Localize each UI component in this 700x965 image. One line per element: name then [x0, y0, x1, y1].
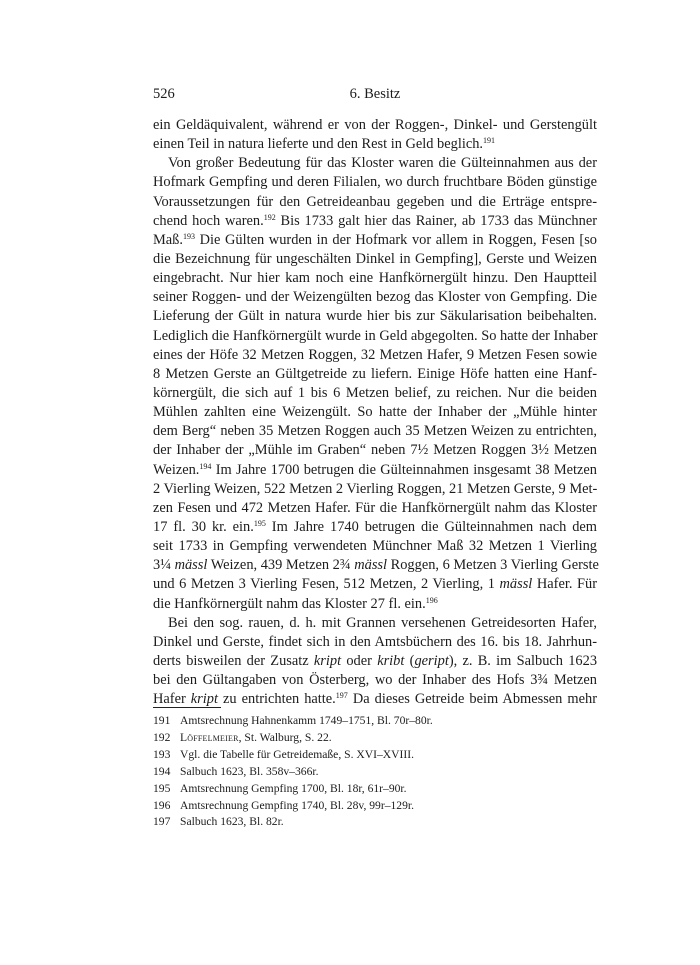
footnote-text: , St. Walburg, S. 22.	[238, 730, 332, 744]
footnote-ref[interactable]: 197	[335, 691, 348, 701]
footnote-ref[interactable]: 194	[199, 461, 212, 471]
text-line: 2 Vierling Weizen, 522 Metzen 2 Vierling Roggen, 21 Metzen Gerste, 9 Met-	[153, 480, 598, 497]
footnote-ref[interactable]: 193	[182, 231, 195, 241]
footnote-197	[153, 814, 597, 831]
main-text	[153, 116, 597, 709]
footnote-194	[153, 764, 597, 781]
text-line: die Hanfkörnergült nahm das Kloster 27 fl. ein.$^{196}$	[153, 595, 438, 612]
footnote-ref[interactable]: 195	[253, 518, 266, 528]
footnote-text: Salbuch 1623, Bl. 82r.	[180, 815, 284, 829]
text-line: Hafer kript zu entrichten hatte.$^{197}$ Da dieses Getreide beim Abmessen mehr	[153, 691, 597, 708]
footnote-number: 197	[153, 815, 171, 829]
footnote-text: Amtsrechnung Gempfing 1740, Bl. 28v, 99r–129r.	[180, 798, 414, 812]
paragraph-start: Bei den sog. rauen, d. h. mit Grannen versehenen Getreidesorten Hafer,	[168, 614, 597, 631]
footnote-195	[153, 781, 597, 798]
footnote-196	[153, 798, 597, 815]
footnote-number: 193	[153, 747, 171, 761]
footnote-number: 191	[153, 714, 171, 727]
text-line: chend hoch waren.$^{192}$ Bis 1733 galt hier das Rainer, ab 1733 das Münchner	[153, 212, 598, 229]
footnote-number: 196	[153, 798, 171, 812]
footnote-ref[interactable]: 196	[425, 595, 438, 605]
footnote-ref[interactable]: 191	[483, 136, 496, 146]
text-line: Dinkel und Gerste, findet sich in den Amtsbüchern des 16. bis 18. Jahrhun-	[153, 633, 597, 650]
footnote-ref[interactable]: 192	[263, 212, 276, 222]
footnote-divider	[153, 707, 221, 708]
footnote-number: 195	[153, 781, 171, 795]
text-line: eines der Höfe 32 Metzen Roggen, 32 Metzen Hafer, 9 Metzen Fesen sowie	[153, 346, 597, 363]
text-line: die Bezeichnung für ungeschälten Dinkel in Gempfing], Gerste und Weizen	[153, 250, 597, 267]
footnote-number: 192	[153, 730, 171, 744]
footnote-number: 194	[153, 764, 171, 778]
text-line: dem Berg“ neben 35 Metzen Roggen auch 35 Metzen Weizen zu entrichten,	[153, 423, 597, 440]
text-line: Weizen.$^{194}$ Im Jahre 1700 betrugen die Gülteinnahmen insgesamt 38 Metzen	[153, 461, 597, 478]
text-line: Lediglich die Hanfkörnergült wurde in Geld abgegolten. So hatte der Inhaber	[153, 327, 598, 344]
text-line: 3¼ mässl Weizen, 439 Metzen 2¾ mässl Roggen, 6 Metzen 3 Vierling Gerste	[153, 557, 599, 574]
footnote-text: Vgl. die Tabelle für Getreidemaße, S. XVI–XVIII.	[180, 747, 414, 761]
page-header	[153, 86, 597, 106]
footnote-192	[153, 730, 597, 747]
text-line: ein Geldäquivalent, während er von der Roggen-, Dinkel- und Gerstengült	[153, 117, 597, 133]
footnotes	[153, 713, 597, 831]
footnote-author: Löffelmeier	[180, 730, 239, 744]
text-line: 17 fl. 30 kr. ein.$^{195}$ Im Jahre 1740 betrugen die Gülteinnahmen nach dem	[153, 518, 598, 535]
text-line: 8 Metzen Gerste an Gültgetreide zu liefern. Einige Höfe hatten eine Hanf-	[153, 365, 597, 382]
footnote-191	[153, 713, 597, 730]
text-line: seit 1733 in Gempfing verwendeten Münchner Maß 32 Metzen 1 Vierling	[153, 538, 597, 555]
text-line: Maß.$^{193}$ Die Gülten wurden in der Hofmark vor allem in Roggen, Fesen [so	[153, 231, 597, 248]
footnote-text: Salbuch 1623, Bl. 358v–366r.	[180, 764, 319, 778]
text-line: Mühlen zahlten eine Weizengült. So hatte der Inhaber der „Mühle hinter	[153, 404, 597, 421]
running-title: 6. Besitz	[349, 86, 401, 102]
footnote-193	[153, 747, 597, 764]
footnote-text: Amtsrechnung Hahnenkamm 1749–1751, Bl. 70r–80r.	[180, 714, 433, 727]
text-line: Hofmark Gempfing und deren Filialen, wo durch fruchtbare Böden günstige	[153, 174, 597, 191]
text-line: und 6 Metzen 3 Vierling Fesen, 512 Metzen, 2 Vierling, 1 mässl Hafer. Für	[153, 576, 597, 593]
text-line: seiner Roggen- und der Weizengülten bezog das Kloster von Gempfing. Die	[153, 289, 597, 306]
text-line: einen Teil in natura lieferte und den Rest in Geld beglich.$^{191}$	[153, 136, 496, 153]
text-line: der Inhaber der „Mühle im Graben“ neben 7½ Metzen Roggen 3½ Metzen	[153, 442, 597, 459]
text-line: bei den Gültangaben von Österberg, wo der Inhaber des Hofs 3¾ Metzen	[153, 672, 597, 689]
text-line: derts bisweilen der Zusatz kript oder kribt (geript), z. B. im Salbuch 1623	[153, 652, 598, 669]
text-line: zen Fesen und 472 Metzen Hafer. Für die Hanfkörnergült nahm das Kloster	[153, 499, 597, 516]
footnote-text: Amtsrechnung Gempfing 1700, Bl. 18r, 61r–90r.	[180, 781, 407, 795]
page-number: 526	[153, 86, 175, 102]
paragraph-start: Von großer Bedeutung für das Kloster waren die Gülteinnahmen aus der	[168, 155, 597, 172]
text-line: Lieferung der Gült in natura wurde hier bis zur Säkularisation beibehalten.	[153, 308, 597, 325]
text-line: eingebracht. Nur hier kam noch eine Hanfkörnergült hinzu. Den Hauptteil	[153, 270, 597, 287]
text-line: Voraussetzungen für den Getreideanbau gegeben und die Erträge entspre-	[153, 193, 597, 210]
text-line: körnergült, die sich auf 1 bis 6 Metzen belief, zu reichen. Nur die beiden	[153, 384, 597, 401]
